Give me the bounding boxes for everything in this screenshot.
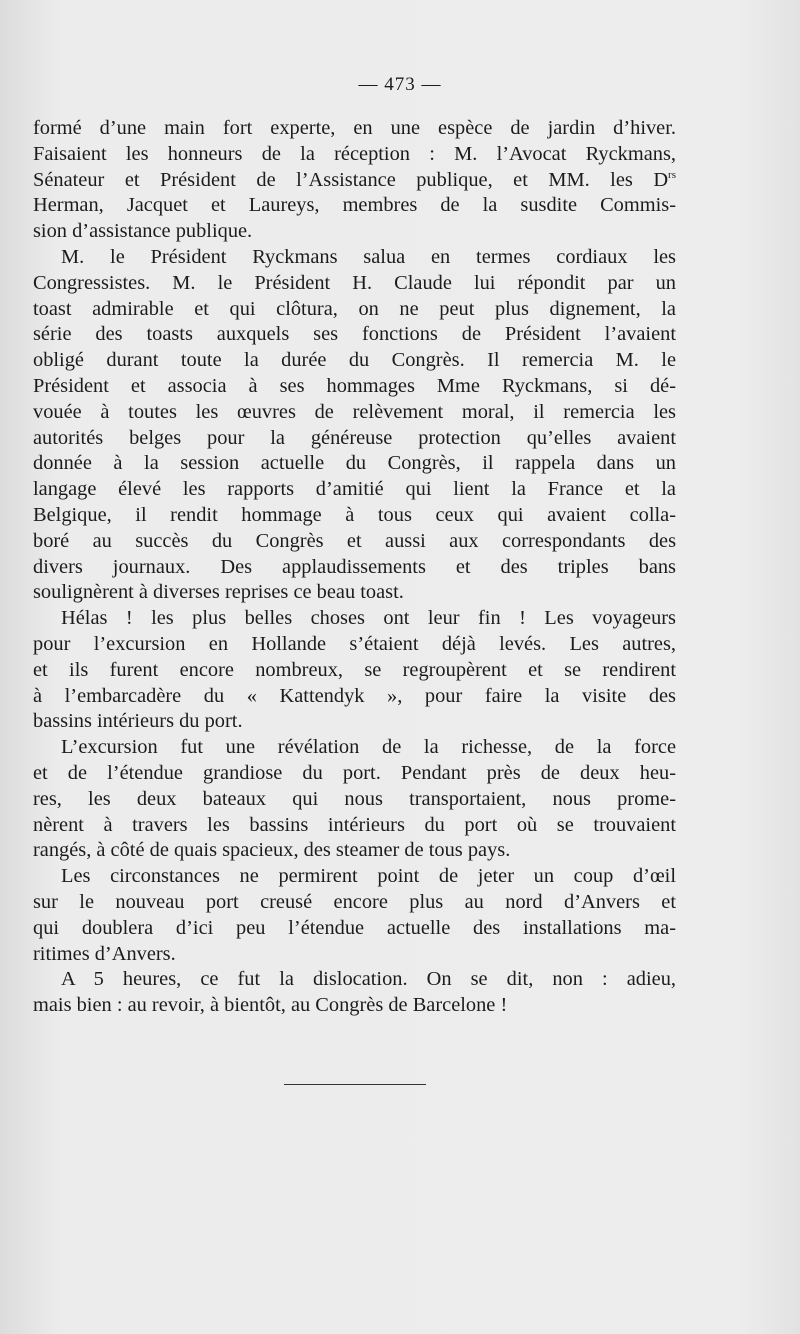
text-line: et ils furent encore nombreux, se regroupèrent et se rendirent — [33, 658, 676, 681]
text-line: L’excursion fut une révélation de la richesse, de la force — [61, 736, 676, 759]
text-line: Belgique, il rendit hommage à tous ceux qui avaient colla- — [33, 503, 676, 526]
text-line: ritimes d’Anvers. — [33, 942, 176, 965]
text-line: Président et associa à ses hommages Mme Ryckmans, si dé- — [33, 374, 676, 397]
text-line: sion d’assistance publique. — [33, 220, 253, 243]
text-line: donnée à la session actuelle du Congrès, il rappela dans un — [33, 452, 676, 475]
page-number: — 473 — — [358, 74, 442, 95]
text-line: langage élevé les rapports d’amitié qui lient la France et la — [33, 478, 676, 501]
text-line: Congressistes. M. le Président H. Claude lui répondit par un — [33, 271, 676, 294]
paragraph-reception — [33, 116, 676, 245]
paragraph-dislocation — [33, 967, 676, 1019]
text-segment: Sénateur et Président de l’Assistance publique, et MM. les D — [33, 168, 669, 191]
end-rule-divider — [284, 1084, 426, 1085]
text-line: Les circonstances ne permirent point de jeter un coup d’œil — [61, 865, 676, 888]
text-line: nèrent à travers les bassins intérieurs du port où se trouvaient — [33, 813, 676, 836]
text-line: série des toasts auxquels ses fonctions de Président l’avaient — [33, 323, 676, 346]
text-line: mais bien : au revoir, à bientôt, au Congrès de Barcelone ! — [33, 994, 508, 1017]
text-line: res, les deux bateaux qui nous transportaient, nous prome- — [33, 787, 676, 810]
text-line: pour l’excursion en Hollande s’étaient déjà levés. Les autres, — [33, 632, 676, 655]
superscript-abbreviation: rs — [668, 168, 676, 181]
text-line: Faisaient les honneurs de la réception : M. l’Avocat Ryckmans, — [33, 142, 676, 165]
text-line: Hélas ! les plus belles choses ont leur fin ! Les voyageurs — [61, 607, 676, 630]
text-line: Herman, Jacquet et Laureys, membres de la susdite Commis- — [33, 194, 676, 217]
text-line: qui doublera d’ici peu l’étendue actuelle des installations ma- — [33, 916, 676, 939]
text-line: et de l’étendue grandiose du port. Pendant près de deux heu- — [33, 761, 676, 784]
text-line: boré au succès du Congrès et aussi aux correspondants des — [33, 529, 676, 552]
text-line: rangés, à côté de quais spacieux, des steamer de tous pays. — [33, 839, 511, 862]
paragraph-excursion — [33, 735, 676, 864]
text-line: M. le Président Ryckmans salua en termes cordiaux les — [61, 245, 676, 268]
text-line: vouée à toutes les œuvres de relèvement moral, il remercia les — [33, 400, 676, 423]
text-line: obligé durant toute la durée du Congrès. Il remercia M. le — [33, 349, 676, 372]
text-line: soulignèrent à diverses reprises ce beau toast. — [33, 581, 404, 604]
text-line: toast admirable et qui clôtura, on ne peut plus dignement, la — [33, 297, 676, 320]
text-line: A 5 heures, ce fut la dislocation. On se dit, non : adieu, — [61, 968, 676, 991]
text-line: divers journaux. Des applaudissements et des triples bans — [33, 555, 676, 578]
paragraph-departure — [33, 606, 676, 735]
text-line: formé d’une main fort experte, en une espèce de jardin d’hiver. — [33, 117, 676, 139]
body-text — [33, 116, 676, 1019]
text-line: autorités belges pour la généreuse protection qu’elles avaient — [33, 426, 676, 449]
text-line: bassins intérieurs du port. — [33, 710, 243, 733]
text-line: à l’embarcadère du « Kattendyk », pour faire la visite des — [33, 684, 676, 707]
paragraph-toast — [33, 245, 676, 606]
text-line — [33, 168, 676, 194]
text-line: sur le nouveau port creusé encore plus au nord d’Anvers et — [33, 890, 676, 913]
paragraph-new-port — [33, 864, 676, 967]
